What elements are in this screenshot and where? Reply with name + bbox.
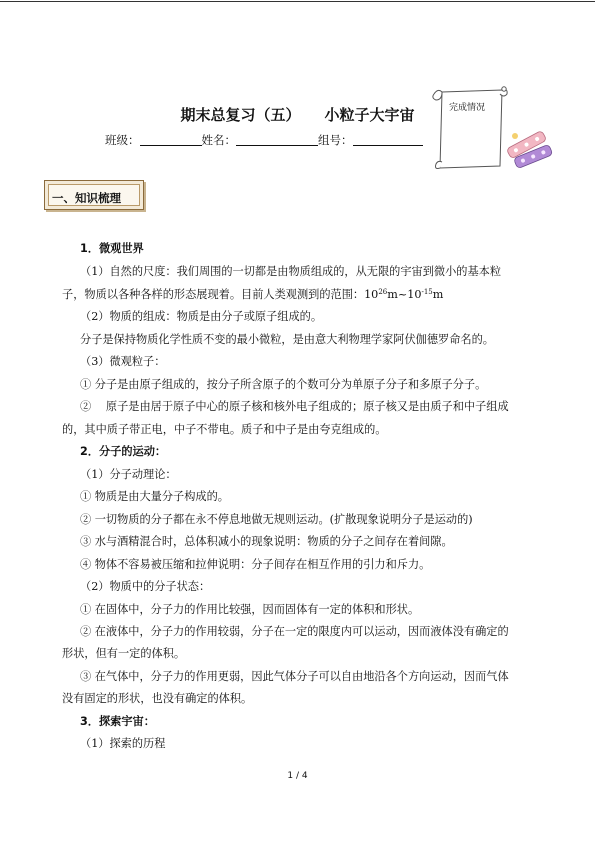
paragraph-line: ① 物质是由大量分子构成的。 — [80, 490, 229, 503]
paragraph-line: 没有固定的形状，也没有确定的体积。 — [62, 692, 253, 705]
scroll-icon — [428, 84, 510, 174]
paragraph-line: ④ 物体不容易被压缩和拉伸说明：分子间存在相互作用的引力和斥力。 — [80, 558, 431, 571]
heading-molecular-motion: 2．分子的运动： — [80, 445, 167, 458]
paragraph-line: 分子是保持物质化学性质不变的最小微粒，是由意大利物理学家阿伏伽德罗命名的。 — [80, 333, 494, 346]
paragraph-line: ① 在固体中，分子力的作用比较强，因而固体有一定的体积和形状。 — [80, 603, 420, 616]
group-field[interactable] — [353, 133, 423, 146]
paragraph-line: （1）探索的历程 — [80, 737, 166, 750]
name-field[interactable] — [236, 133, 318, 146]
paragraph-line: （1）分子动理论： — [80, 468, 177, 481]
paragraph-line: （3）微观粒子： — [80, 355, 166, 368]
heading-exploring-universe: 3．探索宇宙： — [80, 715, 155, 728]
paragraph-line: ② 一切物质的分子都在永不停息地做无规则运动。(扩散现象说明分子是运动的) — [80, 513, 473, 526]
student-info-row — [105, 132, 423, 148]
title-sub: 小粒子大宇宙 — [324, 106, 415, 124]
paragraph-line: ③ 水与酒精混合时，总体积减小的现象说明：物质的分子之间存在着间隙。 — [80, 535, 453, 548]
paragraph-line: ② 原子是由居于原子中心的原子核和核外电子组成的；原子核又是由质子和中子组成 — [80, 400, 509, 413]
section-title: 一、知识梳理 — [52, 191, 121, 205]
title-main: 期末总复习（五） — [180, 106, 301, 124]
paragraph-line: 形状，但有一定的体积。 — [62, 647, 186, 660]
paragraph-line: ① 分子是由原子组成的，按分子所含原子的个数可分为单原子分子和多原子分子。 — [80, 378, 487, 391]
name-label: 姓名： — [201, 133, 236, 147]
top-rule — [0, 1, 595, 2]
page-number: 1 / 4 — [287, 771, 308, 781]
ribbon-decoration-icon — [505, 124, 555, 174]
heading-micro-world: 1．微观世界 — [80, 242, 144, 255]
status-box-label: 完成情况 — [449, 103, 486, 113]
class-label: 班级： — [105, 133, 140, 147]
class-field[interactable] — [140, 133, 202, 146]
paragraph-line: （1）自然的尺度：我们周围的一切都是由物质组成的，从无限的宇宙到微小的基本粒 — [80, 265, 502, 278]
paragraph-line: 的，其中质子带正电，中子不带电。质子和中子是由夸克组成的。 — [62, 423, 387, 436]
paragraph-line: ② 在液体中，分子力的作用较弱，分子在一定的限度内可以运动，因而液体没有确定的 — [80, 625, 509, 638]
paragraph-line: ③ 在气体中，分子力的作用更弱，因此气体分子可以自由地沿各个方向运动，因而气体 — [80, 670, 509, 683]
group-label: 组号： — [318, 133, 353, 147]
paragraph-line: （2）物质中的分子状态： — [80, 580, 211, 593]
paragraph-line: （2）物质的组成：物质是由分子或原子组成的。 — [80, 310, 323, 323]
paragraph-line-range: 子，物质以各种各样的形态展现着。目前人类观测到的范围：$10^{26}m\sim 10^{-15}m$ — [62, 288, 444, 301]
